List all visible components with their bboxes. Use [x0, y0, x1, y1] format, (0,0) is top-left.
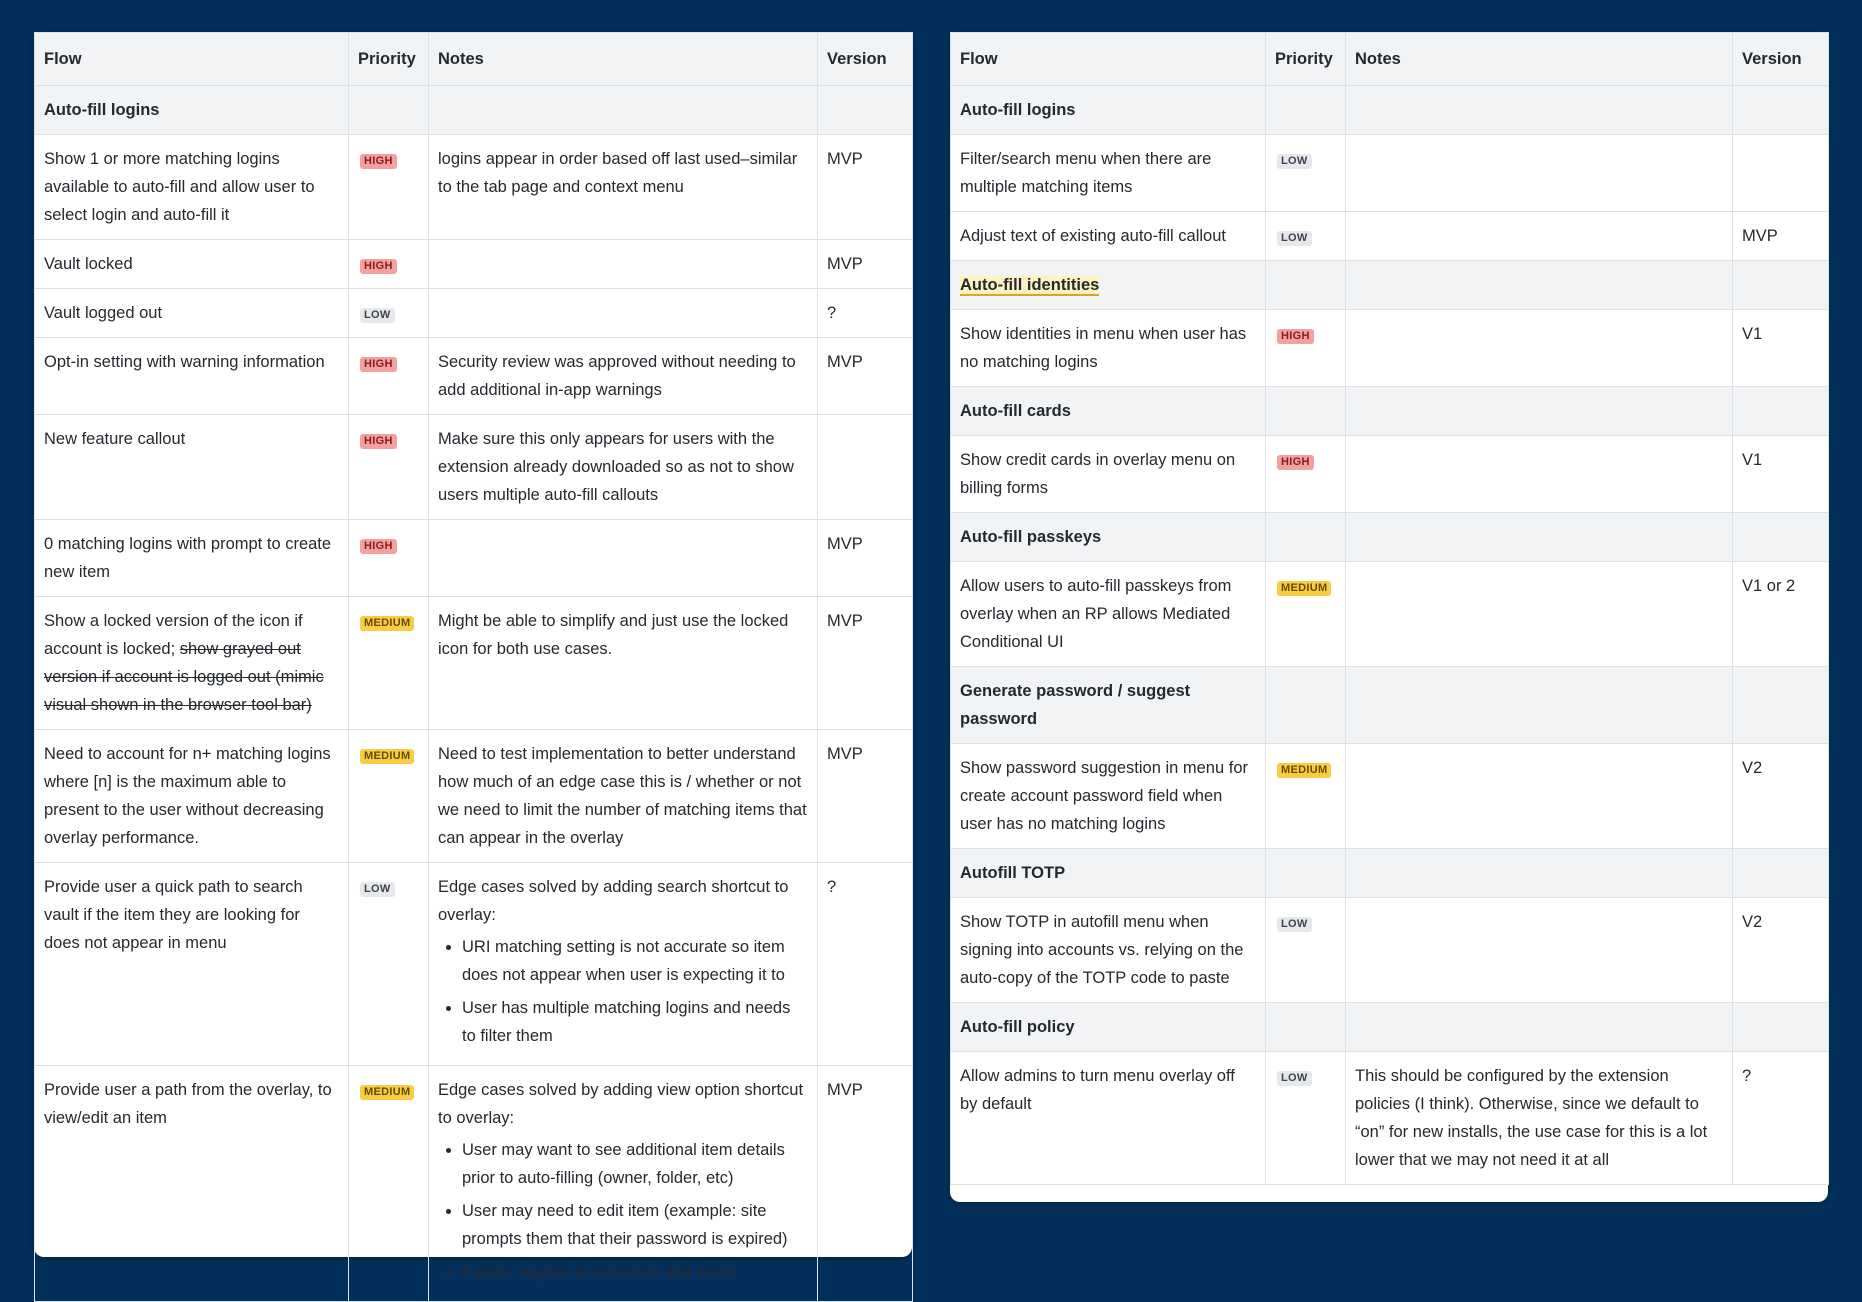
- flow-text: Show a locked version of the icon if account is locked;: [44, 612, 303, 658]
- notes-cell: [1346, 135, 1733, 212]
- section-title-cell: [951, 261, 1266, 310]
- flow-text: Show credit cards in overlay menu on billing forms: [960, 451, 1236, 497]
- priority-cell: [349, 240, 429, 289]
- header-row: [35, 33, 913, 86]
- version-text: V1 or 2: [1742, 577, 1796, 595]
- version-cell: [818, 520, 913, 597]
- version-cell: [818, 135, 913, 240]
- notes-text: Security review was approved without needing to add additional in-app warnings: [438, 353, 796, 399]
- section-row: [951, 1003, 1829, 1052]
- table-row: [35, 415, 913, 520]
- section-title: Auto-fill cards: [960, 402, 1071, 420]
- section-title-cell: [951, 86, 1266, 135]
- empty-cell: [1733, 667, 1829, 744]
- version-cell: [818, 1066, 913, 1302]
- table-row: [951, 562, 1829, 667]
- flow-text: Provide user a path from the overlay, to view/edit an item: [44, 1081, 332, 1127]
- notes-list-item: • User may need to edit item (example: site prompts them that their password is expired): [462, 1197, 808, 1253]
- version-text: MVP: [827, 745, 863, 763]
- flow-cell: [35, 1066, 349, 1302]
- version-cell: [1733, 1052, 1829, 1185]
- empty-cell: [1346, 513, 1733, 562]
- version-text: V2: [1742, 759, 1763, 777]
- version-cell: [818, 863, 913, 1066]
- empty-cell: [1733, 261, 1829, 310]
- notes-cell: [1346, 898, 1733, 1003]
- flow-cell: [951, 562, 1266, 667]
- empty-cell: [1266, 261, 1346, 310]
- priority-cell: [349, 338, 429, 415]
- table-row: [35, 338, 913, 415]
- version-text: V2: [1742, 913, 1763, 931]
- empty-cell: [1346, 261, 1733, 310]
- empty-cell: [429, 86, 818, 135]
- empty-cell: [1346, 387, 1733, 436]
- flow-text: Allow admins to turn menu overlay off by default: [960, 1067, 1235, 1113]
- empty-cell: [1266, 1003, 1346, 1052]
- priority-badge: HIGH: [360, 154, 397, 169]
- version-cell: [818, 597, 913, 730]
- notes-cell: [429, 1066, 818, 1302]
- empty-cell: [349, 86, 429, 135]
- right-table-panel: [950, 32, 1828, 1202]
- section-title: Auto-fill policy: [960, 1018, 1075, 1036]
- notes-cell: [1346, 744, 1733, 849]
- flow-cell: [951, 744, 1266, 849]
- version-cell: [1733, 310, 1829, 387]
- notes-text: Edge cases solved by adding search shortcut to overlay:: [438, 878, 789, 924]
- table-row: [35, 135, 913, 240]
- section-title-cell: [951, 387, 1266, 436]
- table-row: [35, 597, 913, 730]
- section-row: [951, 261, 1829, 310]
- version-cell: [1733, 135, 1829, 212]
- section-title: Auto-fill identities: [960, 276, 1100, 294]
- flow-text: Need to account for n+ matching logins where [n] is the maximum able to present to the user without decreasing overlay performance.: [44, 745, 331, 847]
- priority-badge: MEDIUM: [360, 616, 414, 631]
- table-row: [951, 436, 1829, 513]
- table-row: [35, 240, 913, 289]
- priority-cell: [1266, 310, 1346, 387]
- notes-cell: [1346, 1052, 1733, 1185]
- flow-text: New feature callout: [44, 430, 186, 448]
- notes-list: [438, 1136, 808, 1286]
- header-flow: Flow: [951, 33, 1266, 86]
- priority-cell: [1266, 436, 1346, 513]
- section-title-cell: [951, 849, 1266, 898]
- empty-cell: [1346, 849, 1733, 898]
- flow-cell: [35, 135, 349, 240]
- table-row: [951, 898, 1829, 1003]
- version-cell: [1733, 744, 1829, 849]
- flow-cell: [951, 310, 1266, 387]
- section-title-cell: [951, 513, 1266, 562]
- flow-cell: [951, 898, 1266, 1003]
- version-cell: [818, 338, 913, 415]
- version-text: MVP: [1742, 227, 1778, 245]
- priority-badge: HIGH: [360, 539, 397, 554]
- version-cell: [1733, 898, 1829, 1003]
- flow-cell: [35, 240, 349, 289]
- version-text: ?: [1742, 1067, 1752, 1085]
- section-title-cell: [35, 86, 349, 135]
- table-row: [951, 135, 1829, 212]
- notes-cell: [429, 730, 818, 863]
- table-row: [951, 744, 1829, 849]
- empty-cell: [1733, 1003, 1829, 1052]
- notes-list-item: • User has multiple matching logins and needs to filter them: [462, 994, 808, 1050]
- flow-text: Vault logged out: [44, 304, 163, 322]
- notes-cell: [429, 338, 818, 415]
- left-table-body: [35, 86, 913, 1302]
- flow-text: Show 1 or more matching logins available to auto-fill and allow user to select login and auto-fill it: [44, 150, 315, 224]
- notes-list: [438, 933, 808, 1050]
- priority-cell: [349, 289, 429, 338]
- empty-cell: [1346, 86, 1733, 135]
- empty-cell: [1346, 1003, 1733, 1052]
- table-row: [951, 1052, 1829, 1185]
- left-table: [34, 32, 913, 1302]
- notes-text: This should be configured by the extension policies (I think). Otherwise, since we default to “on” for new installs, the use case for this is a lot lower that we may not need it at all: [1355, 1067, 1708, 1169]
- flow-cell: [35, 520, 349, 597]
- flow-cell: [35, 415, 349, 520]
- version-text: MVP: [827, 612, 863, 630]
- notes-cell: [429, 863, 818, 1066]
- section-row: [951, 513, 1829, 562]
- priority-badge: LOW: [1277, 231, 1312, 246]
- version-cell: [1733, 436, 1829, 513]
- priority-cell: [1266, 744, 1346, 849]
- priority-badge: LOW: [1277, 917, 1312, 932]
- section-row: [951, 387, 1829, 436]
- left-table-panel: [34, 32, 912, 1281]
- empty-cell: [1266, 387, 1346, 436]
- priority-cell: [1266, 1052, 1346, 1185]
- section-title: Autofill TOTP: [960, 864, 1066, 882]
- notes-cell: [1346, 212, 1733, 261]
- table-row: [35, 730, 913, 863]
- notes-text: Need to test implementation to better understand how much of an edge case this is / whether or not we need to limit the number of matching items that can appear in the overlay: [438, 745, 807, 847]
- version-cell: [1733, 562, 1829, 667]
- priority-cell: [349, 1066, 429, 1302]
- notes-cell: [429, 597, 818, 730]
- priority-cell: [349, 730, 429, 863]
- empty-cell: [1266, 667, 1346, 744]
- empty-cell: [818, 86, 913, 135]
- section-title-cell: [951, 1003, 1266, 1052]
- priority-cell: [1266, 562, 1346, 667]
- priority-badge: MEDIUM: [360, 1085, 414, 1100]
- section-title: Generate password / suggest password: [960, 682, 1191, 728]
- priority-cell: [349, 597, 429, 730]
- flow-cell: [951, 135, 1266, 212]
- priority-badge: MEDIUM: [1277, 763, 1331, 778]
- version-text: ?: [827, 878, 837, 896]
- notes-cell: [429, 520, 818, 597]
- priority-cell: [349, 415, 429, 520]
- empty-cell: [1266, 849, 1346, 898]
- header-priority: Priority: [349, 33, 429, 86]
- empty-cell: [1266, 86, 1346, 135]
- priority-badge: HIGH: [1277, 455, 1314, 470]
- notes-text: Edge cases solved by adding view option shortcut to overlay:: [438, 1081, 804, 1127]
- empty-cell: [1346, 667, 1733, 744]
- priority-cell: [1266, 135, 1346, 212]
- empty-cell: [1733, 86, 1829, 135]
- notes-cell: [429, 240, 818, 289]
- flow-cell: [951, 436, 1266, 513]
- flow-cell: [35, 730, 349, 863]
- version-cell: [818, 730, 913, 863]
- section-row: [951, 667, 1829, 744]
- flow-text: Provide user a quick path to search vault if the item they are looking for does not appear in menu: [44, 878, 303, 952]
- header-version: Version: [1733, 33, 1829, 86]
- header-flow: Flow: [35, 33, 349, 86]
- notes-cell: [1346, 436, 1733, 513]
- version-cell: [818, 289, 913, 338]
- flow-text: 0 matching logins with prompt to create new item: [44, 535, 332, 581]
- table-row: [951, 212, 1829, 261]
- empty-cell: [1733, 849, 1829, 898]
- flow-cell: [35, 338, 349, 415]
- version-text: V1: [1742, 451, 1763, 469]
- priority-cell: [349, 520, 429, 597]
- priority-badge: LOW: [1277, 1071, 1312, 1086]
- priority-badge: HIGH: [360, 259, 397, 274]
- table-row: [951, 310, 1829, 387]
- section-row: [951, 86, 1829, 135]
- priority-badge: LOW: [360, 882, 395, 897]
- priority-cell: [349, 135, 429, 240]
- priority-badge: LOW: [360, 308, 395, 323]
- flow-text: Show identities in menu when user has no matching logins: [960, 325, 1247, 371]
- version-text: MVP: [827, 353, 863, 371]
- notes-text: Might be able to simplify and just use the locked icon for both use cases.: [438, 612, 789, 658]
- flow-cell: [35, 863, 349, 1066]
- notes-cell: [1346, 562, 1733, 667]
- empty-cell: [1733, 387, 1829, 436]
- table-row: [35, 863, 913, 1066]
- empty-cell: [1266, 513, 1346, 562]
- priority-badge: LOW: [1277, 154, 1312, 169]
- priority-badge: HIGH: [360, 434, 397, 449]
- priority-cell: [1266, 212, 1346, 261]
- notes-text: logins appear in order based off last used–similar to the tab page and context menu: [438, 150, 798, 196]
- section-row: [35, 86, 913, 135]
- section-title: Auto-fill passkeys: [960, 528, 1102, 546]
- right-table: [950, 32, 1829, 1185]
- header-notes: Notes: [1346, 33, 1733, 86]
- header-notes: Notes: [429, 33, 818, 86]
- priority-cell: [1266, 898, 1346, 1003]
- priority-cell: [349, 863, 429, 1066]
- flow-text: Opt-in setting with warning information: [44, 353, 325, 371]
- version-text: MVP: [827, 150, 863, 168]
- section-title-cell: [951, 667, 1266, 744]
- flow-text: Show TOTP in autofill menu when signing into accounts vs. relying on the auto-copy of the TOTP code to paste: [960, 913, 1244, 987]
- flow-cell: [951, 1052, 1266, 1185]
- notes-cell: [429, 135, 818, 240]
- flow-text: Show password suggestion in menu for create account password field when user has no matching logins: [960, 759, 1248, 833]
- table-row: [35, 1066, 913, 1302]
- header-version: Version: [818, 33, 913, 86]
- version-text: ?: [827, 304, 837, 322]
- notes-list-item: • URI matching setting is not accurate so item does not appear when user is expecting it to: [462, 933, 808, 989]
- flow-cell: [35, 597, 349, 730]
- empty-cell: [1733, 513, 1829, 562]
- version-text: V1: [1742, 325, 1763, 343]
- flow-cell: [35, 289, 349, 338]
- section-title: Auto-fill logins: [44, 101, 160, 119]
- flow-text: Filter/search menu when there are multiple matching items: [960, 150, 1212, 196]
- version-cell: [1733, 212, 1829, 261]
- header-priority: Priority: [1266, 33, 1346, 86]
- version-text: MVP: [827, 535, 863, 553]
- version-cell: [818, 415, 913, 520]
- notes-cell: [1346, 310, 1733, 387]
- priority-badge: HIGH: [1277, 329, 1314, 344]
- version-text: MVP: [827, 1081, 863, 1099]
- flow-text: Vault locked: [44, 255, 133, 273]
- priority-badge: MEDIUM: [360, 749, 414, 764]
- version-text: MVP: [827, 255, 863, 273]
- notes-cell: [429, 289, 818, 338]
- table-row: [35, 289, 913, 338]
- section-title: Auto-fill logins: [960, 101, 1076, 119]
- priority-badge: MEDIUM: [1277, 581, 1331, 596]
- right-table-body: [951, 86, 1829, 1185]
- flow-text: Adjust text of existing auto-fill callout: [960, 227, 1226, 245]
- notes-list-item: • Future: applies to identities and cards: [462, 1258, 808, 1286]
- notes-cell: [429, 415, 818, 520]
- version-cell: [818, 240, 913, 289]
- flow-text: Allow users to auto-fill passkeys from overlay when an RP allows Mediated Conditional UI: [960, 577, 1232, 651]
- priority-badge: HIGH: [360, 357, 397, 372]
- table-row: [35, 520, 913, 597]
- header-row: [951, 33, 1829, 86]
- flow-cell: [951, 212, 1266, 261]
- flow-struck-text: show grayed out version if account is logged out (mimic visual shown in the browser tool bar): [44, 640, 324, 714]
- section-row: [951, 849, 1829, 898]
- notes-list-item: • User may want to see additional item details prior to auto-filling (owner, folder, etc): [462, 1136, 808, 1192]
- notes-text: Make sure this only appears for users with the extension already downloaded so as not to show users multiple auto-fill callouts: [438, 430, 794, 504]
